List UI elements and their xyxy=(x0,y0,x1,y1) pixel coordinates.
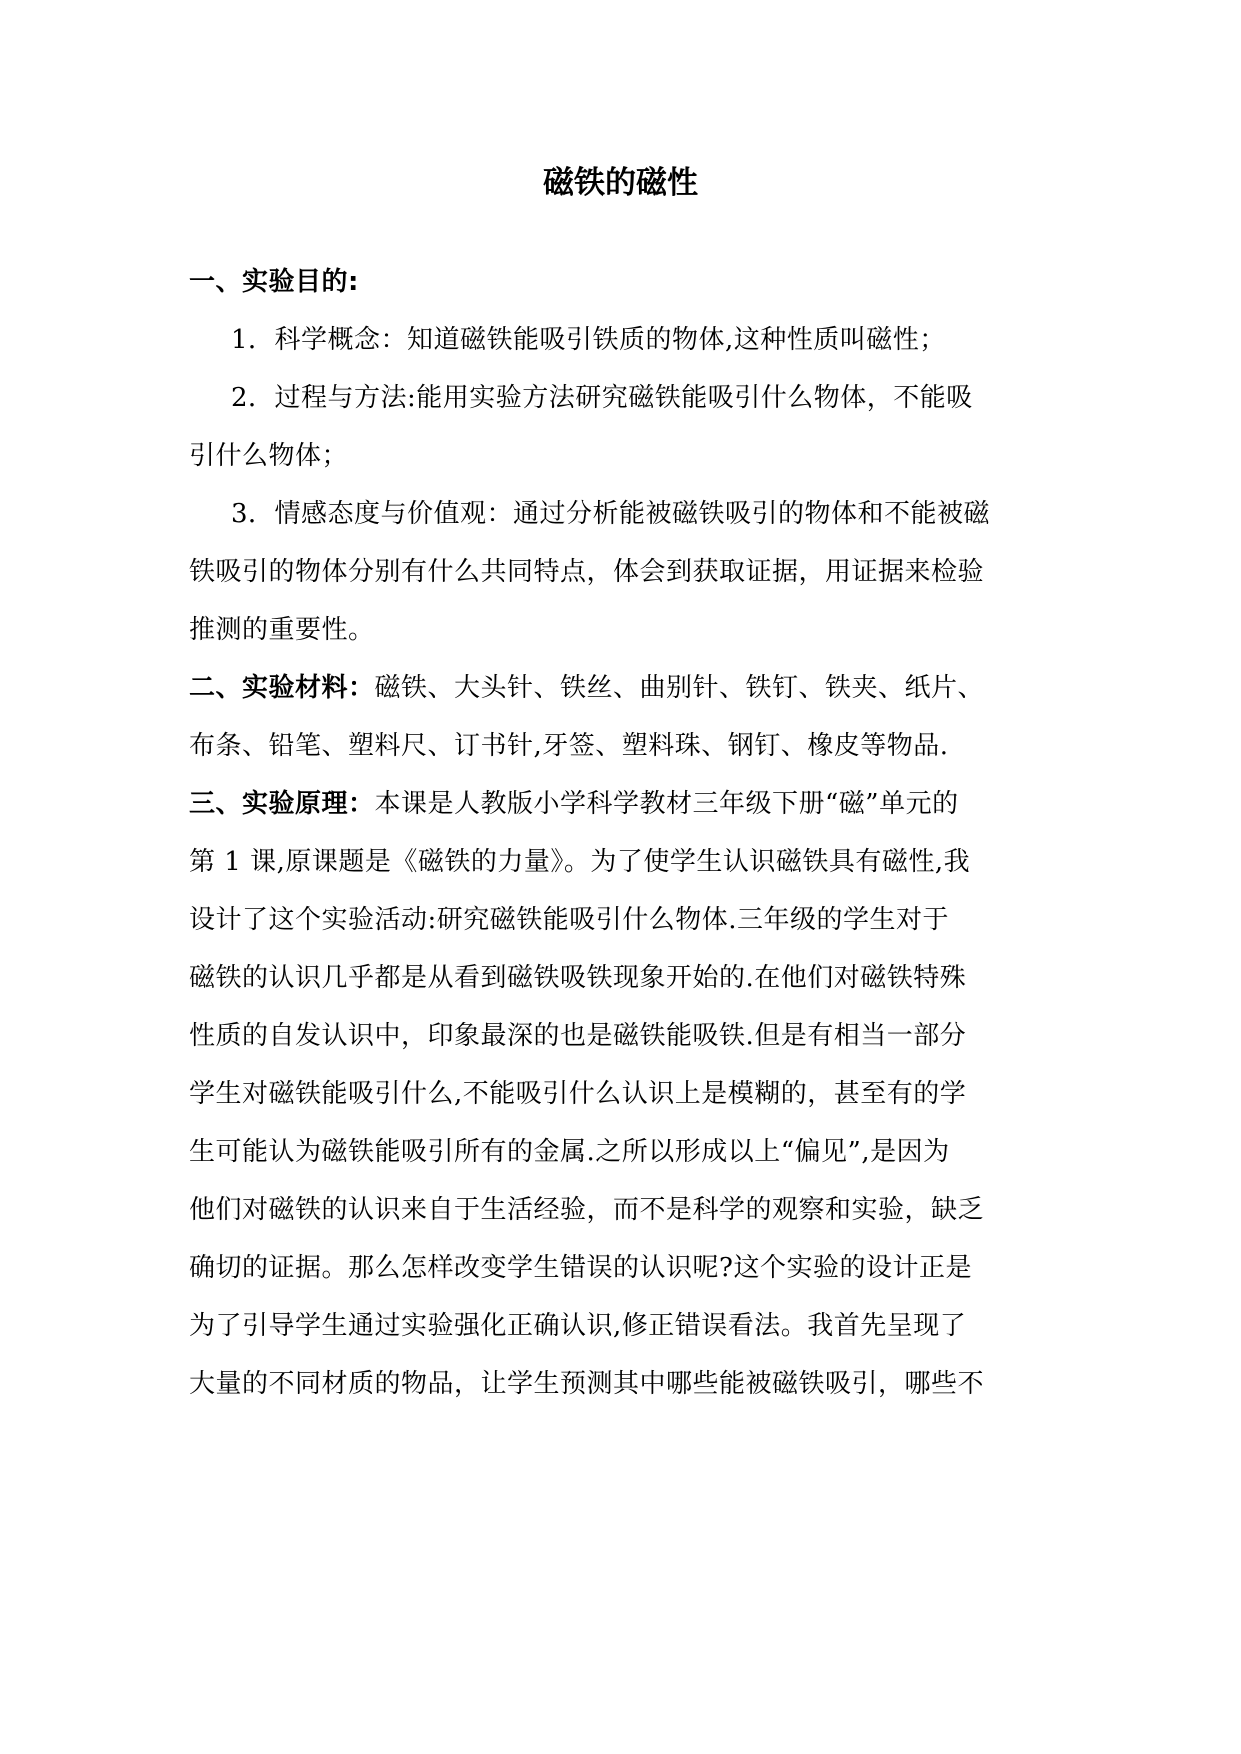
paragraph-text: 磁铁、大头针、铁丝、曲别针、铁钉、铁夹、纸片、 xyxy=(374,673,985,703)
paragraph-line: 他们对磁铁的认识来自于生活经验，而不是科学的观察和实验，缺乏 xyxy=(189,1195,985,1225)
paragraph-line: 为了引导学生通过实验强化正确认识,修正错误看法。我首先呈现了 xyxy=(189,1311,967,1341)
paragraph-line: 性质的自发认识中，印象最深的也是磁铁能吸铁.但是有相当一部分 xyxy=(189,1021,967,1051)
paragraph-line: 推测的重要性。 xyxy=(189,615,375,645)
paragraph-line: 磁铁的认识几乎都是从看到磁铁吸铁现象开始的.在他们对磁铁特殊 xyxy=(189,963,967,993)
paragraph-line: 第 1 课,原课题是《磁铁的力量》。为了使学生认识磁铁具有磁性,我 xyxy=(189,847,971,877)
paragraph-text: 本课是人教版小学科学教材三年级下册“磁”单元的 xyxy=(374,789,959,819)
paragraph-line: 学生对磁铁能吸引什么,不能吸引什么认识上是模糊的，甚至有的学 xyxy=(189,1079,967,1109)
paragraph-line: 大量的不同材质的物品，让学生预测其中哪些能被磁铁吸引，哪些不 xyxy=(189,1369,985,1399)
paragraph-line: 1．科学概念：知道磁铁能吸引铁质的物体,这种性质叫磁性； xyxy=(231,325,946,355)
paragraph-line: 设计了这个实验活动:研究磁铁能吸引什么物体.三年级的学生对于 xyxy=(189,905,950,935)
section-heading-principle: 三、实验原理： xyxy=(189,789,375,819)
section-principle-first-line xyxy=(189,784,1059,824)
paragraph-line: 引什么物体； xyxy=(189,441,349,471)
section-heading-materials: 二、实验材料： xyxy=(189,673,375,703)
document-title: 磁铁的磁性 xyxy=(543,165,698,201)
paragraph-line: 确切的证据。那么怎样改变学生错误的认识呢?这个实验的设计正是 xyxy=(189,1253,972,1283)
paragraph-line: 2．过程与方法:能用实验方法研究磁铁能吸引什么物体，不能吸 xyxy=(231,383,973,413)
paragraph-line: 3．情感态度与价值观：通过分析能被磁铁吸引的物体和不能被磁 xyxy=(231,499,991,529)
paragraph-line: 布条、铅笔、塑料尺、订书针,牙签、塑料珠、钢钉、橡皮等物品. xyxy=(189,731,949,761)
paragraph-line: 铁吸引的物体分别有什么共同特点，体会到获取证据，用证据来检验 xyxy=(189,557,985,587)
section-heading-purpose: 一、实验目的: xyxy=(189,267,359,297)
paragraph-line: 生可能认为磁铁能吸引所有的金属.之所以形成以上“偏见”,是因为 xyxy=(189,1137,950,1167)
section-materials-first-line xyxy=(189,668,1059,708)
